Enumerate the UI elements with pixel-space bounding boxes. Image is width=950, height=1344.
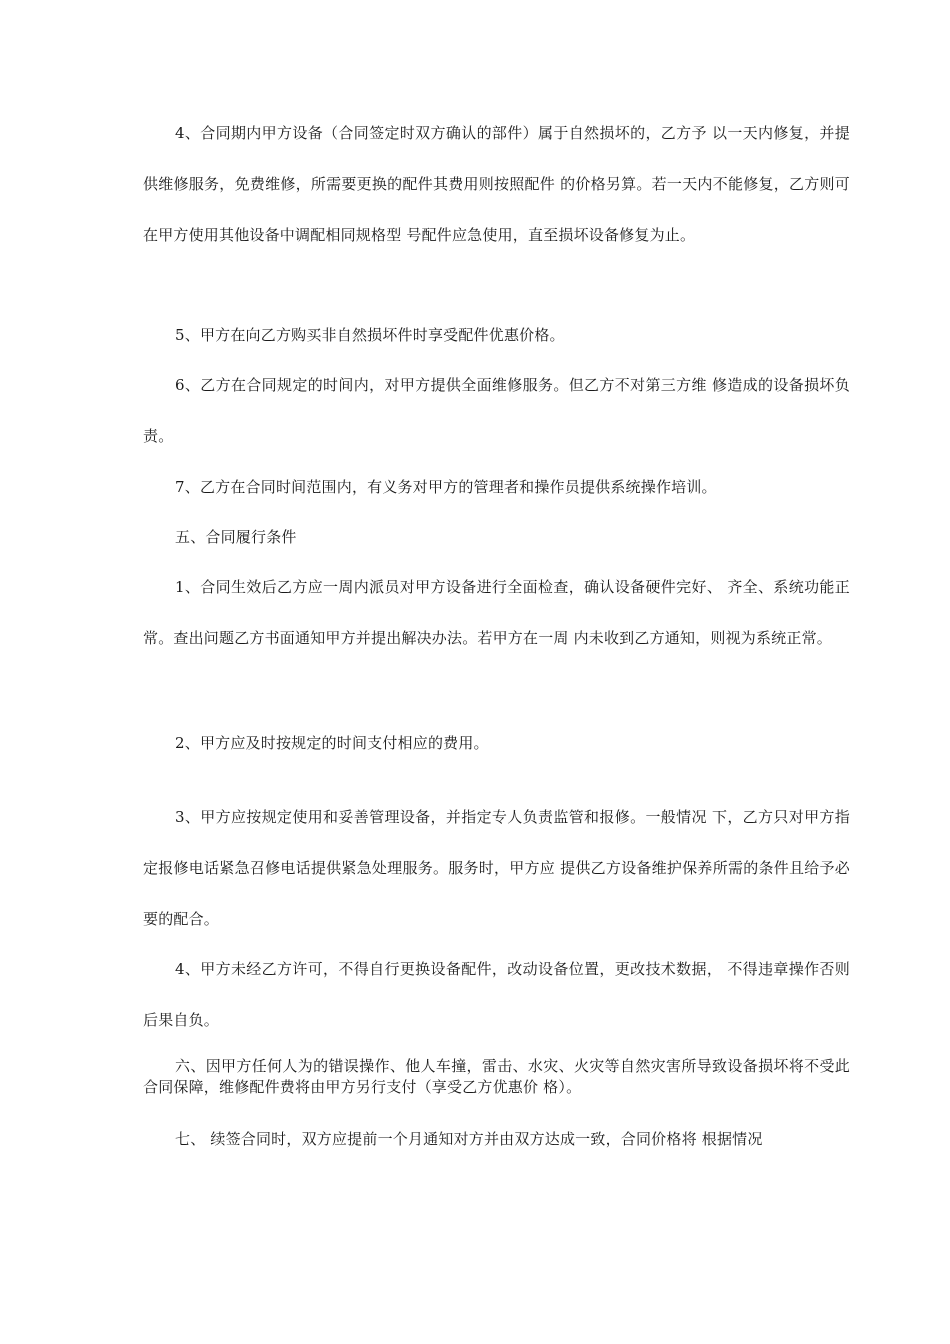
paragraph-4-restrictions: 4、甲方未经乙方许可，不得自行更换设备配件，改动设备位置，更改技术数据， 不得违章操作否则后果自负。 (143, 960, 850, 1029)
section-heading-5: 五、合同履行条件 (175, 528, 297, 546)
paragraph-3-management: 3、甲方应按规定使用和妥善管理设备，并指定专人负责监管和报修。一般情况 下，乙方只对甲方指定报修电话紧急召修电话提供紧急处理服务。服务时，甲方应 提供乙方设备维护保养所需的条件且给予必要的配合。 (143, 808, 850, 928)
section-6-exclusions: 六、因甲方任何人为的错误操作、他人车撞，雷击、水灾、火灾等自然灾害所导致设备损坏将不受此合同保障，维修配件费将由甲方另行支付（享受乙方优惠价 格）。 (143, 1057, 850, 1096)
paragraph-5-parts-price: 5、甲方在向乙方购买非自然损坏件时享受配件优惠价格。 (175, 326, 565, 344)
paragraph-7-training: 7、乙方在合同时间范围内，有义务对甲方的管理者和操作员提供系统操作培训。 (175, 478, 717, 496)
section-7-renewal: 七、 续签合同时，双方应提前一个月通知对方并由双方达成一致，合同价格将 根据情况 (175, 1130, 763, 1148)
paragraph-6-service: 6、乙方在合同规定的时间内，对甲方提供全面维修服务。但乙方不对第三方维 修造成的设备损坏负责。 (143, 376, 850, 445)
paragraph-1-inspection: 1、合同生效后乙方应一周内派员对甲方设备进行全面检查，确认设备硬件完好、 齐全、系统功能正常。查出问题乙方书面通知甲方并提出解决办法。若甲方在一周 内未收到乙方通知，则视为系统正常。 (143, 578, 850, 647)
paragraph-4-repair: 4、合同期内甲方设备（合同签定时双方确认的部件）属于自然损坏的，乙方予 以一天内修复，并提供维修服务，免费维修，所需要更换的配件其费用则按照配件 的价格另算。若一天内不能修复，乙方则可在甲方使用其他设备中调配相同规格型 号配件应急使用，直至损坏设备修复为止。 (143, 124, 850, 244)
paragraph-2-payment: 2、甲方应及时按规定的时间支付相应的费用。 (175, 734, 489, 752)
